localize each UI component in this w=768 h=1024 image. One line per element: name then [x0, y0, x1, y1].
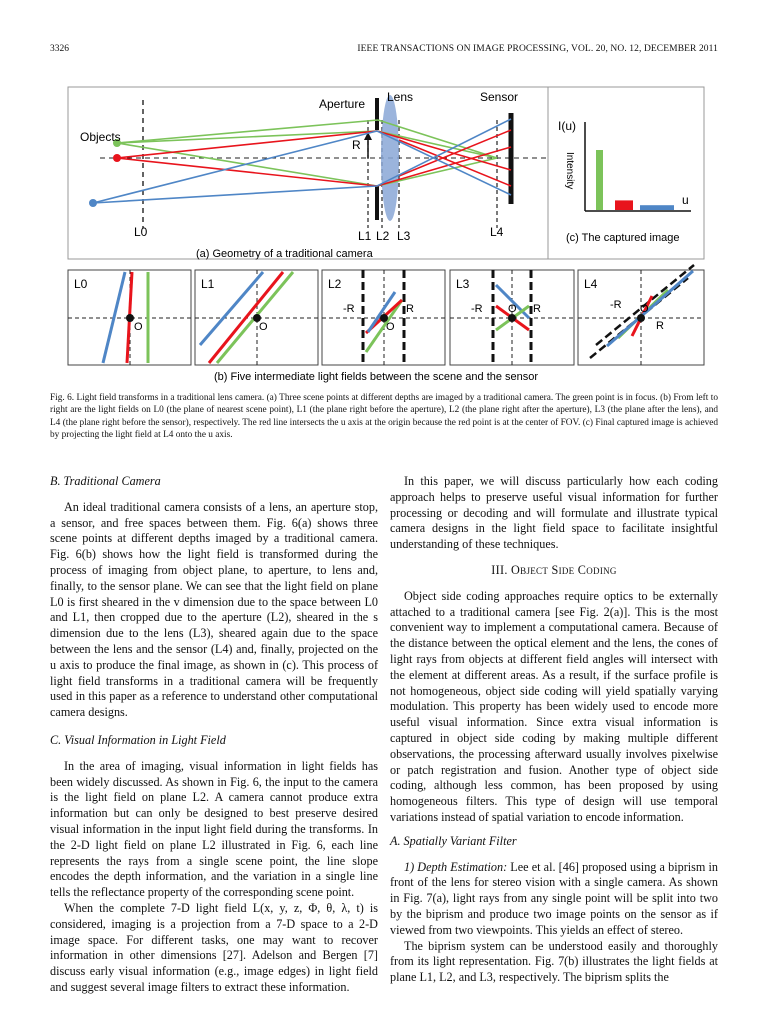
- section-b-paragraph: An ideal traditional camera consists of a lens, an aperture stop, a sensor, and free spaces between them. Fig. 6(a) shows three scene points at different depths imaged by a traditional camera. Fig. 6(b) shows how the light field is transformed during the process of imaging from object plane, to aperture, to lens and, finally, to the sensor plane. We can see that the light field on plane L0 is first sheared in the v dimension due to the space between L0 and L1, then cropped due to the aperture (L2), sheared in the s dimension due to the lens (L3), sheared again due to the space between the lens and the sensor (L4) and, finally, projected on the u axis to produce the final image, as shown in (c). This process of light field transforms in a traditional camera will be frequently used in this paper as a reference to understand other computational camera designs.: [50, 499, 378, 720]
- section-c-paragraph-2: When the complete 7-D light field L(x, y, z, Φ, θ, λ, t) is considered, imaging is a projection from a 7-D space to a 2-D image space. For different tasks, one may want to recover information in other dimensions [27]. Adelson and Bergen [7] discuss early visual information (e.g., image edges) in light field and suggest several image filters to extract these information.: [50, 900, 378, 994]
- l2-label: L2: [376, 229, 390, 243]
- subsection-1-title: 1) Depth Estimation:: [404, 859, 508, 874]
- box-l2-origin: O: [386, 321, 395, 333]
- right-column: [390, 474, 718, 986]
- section-iii-paragraph: Object side coding approaches require optics to be externally attached to a traditional camera [see Fig. 2(a)]. This is the most convenient way to implement a computational camera. Because of the distance between the optical element and the lens, the cones of light rays from objects at different field angles will intersect with the element at different areas. As a result, if the surface profile is not homogeneous, object side coding will yield spatially varying modulation. This property has been widely used to encode more useful visual information. Since extra visual information is captured in object side coding by making multiple different observations, the processing afterward usually involves pixelwise or patch registration and fusion. Another type of object side coding, although less common, has been proposed by using homogeneous filters. This type of design will use temporal variations instead of spatial variation to encode information.: [390, 588, 718, 824]
- l0-label: L0: [134, 225, 148, 239]
- box-l4-r: R: [656, 320, 664, 332]
- box-l4-origin: O: [640, 303, 649, 315]
- iu-label: I(u): [558, 119, 576, 133]
- u-label: u: [682, 193, 689, 207]
- box-l1-label: L1: [201, 277, 215, 291]
- box-l1-origin: O: [259, 321, 268, 333]
- box-l0-origin: O: [134, 321, 143, 333]
- lens: [381, 95, 399, 221]
- box-l3-r: R: [533, 303, 541, 315]
- panel-c-bars: [596, 150, 674, 210]
- journal-header: IEEE TRANSACTIONS ON IMAGE PROCESSING, VOL. 20, NO. 12, DECEMBER 2011: [357, 44, 718, 54]
- left-column: [50, 474, 378, 996]
- box-l4-label: L4: [584, 277, 598, 291]
- red-point: [113, 154, 121, 162]
- intensity-label: Intensity: [564, 152, 575, 190]
- section-a-title: A. Spatially Variant Filter: [390, 833, 517, 848]
- lens-label: Lens: [387, 90, 414, 104]
- box-l0-label: L0: [74, 277, 88, 291]
- box-l2-r: R: [406, 303, 414, 315]
- box-l4-neg-r: -R: [610, 299, 622, 311]
- intensity-bar-0: [596, 150, 603, 210]
- subsection-1-paragraph: [390, 860, 718, 939]
- figure-caption: Fig. 6. Light field transforms in a traditional lens camera. (a) Three scene points at different depths are imaged by a traditional camera. The green point is in focus. (b) From left to right are the light fields on L0 (the plane of nearest scene point), L1 (the plane right before the aperture), L2 (the plane right after the aperture), L3 (the plane after the lens), and L4 (the plane right before the sensor), respectively. The red line intersects the u axis at the origin because the red point is at the center of FOV. (c) Final captured image is achieved by projecting the light field at L4 onto the u axis.: [50, 393, 718, 441]
- box-l3-neg-r: -R: [471, 303, 483, 315]
- panel-c-caption: (c) The captured image: [566, 232, 680, 244]
- page-number: 3326: [50, 44, 69, 54]
- r-label: R: [352, 138, 361, 152]
- intensity-bar-1: [615, 200, 633, 210]
- intensity-bar-2: [640, 205, 674, 210]
- l4-label: L4: [490, 225, 504, 239]
- section-b-title: B. Traditional Camera: [50, 474, 161, 488]
- box-l2-neg-r: -R: [343, 303, 355, 315]
- l3-label: L3: [397, 229, 411, 243]
- panel-b: [68, 265, 704, 365]
- blue-point: [89, 199, 97, 207]
- l1-label: L1: [358, 229, 372, 243]
- green-rays: [117, 120, 497, 186]
- box-l3-label: L3: [456, 277, 470, 291]
- section-c-title: C. Visual Information in Light Field: [50, 732, 226, 747]
- box-l2-label: L2: [328, 277, 342, 291]
- section-iii-title: III. Object Side Coding: [491, 562, 617, 577]
- box-l3-origin: O: [508, 303, 517, 315]
- biprism-paragraph: The biprism system can be understood easily and thoroughly from its light representation. Fig. 7(b) illustrates the light fields at plane L1, L2, and L3, respectively. The biprism splits the: [390, 938, 718, 985]
- panel-b-caption: (b) Five intermediate light fields between the scene and the sensor: [214, 371, 539, 383]
- sensor-label: Sensor: [480, 90, 519, 104]
- panel-a-caption: (a) Geometry of a traditional camera: [196, 248, 373, 260]
- intro-paragraph: In this paper, we will discuss particularly how each coding approach helps to preserve useful visual information for further processing or decoding and will formulate and illustrate typical camera designs in the light field space to facilitate insightful understanding of these techniques.: [390, 474, 718, 552]
- aperture-label: Aperture: [319, 97, 366, 111]
- figure-6: [0, 0, 768, 390]
- subsection-1-text: Lee et al. [46] proposed using a biprism in front of the lens for stereo vision with a single camera. As shown in Fig. 7(a), light rays from any single point will be split into two by the biprism and produce two image points on the sensor as if viewed from two viewpoints. This yields an effect of stereo.: [390, 859, 718, 937]
- section-c-paragraph-1: In the area of imaging, visual information in light fields has been widely discussed. As shown in Fig. 6, the input to the camera is the light field on plane L2. A camera cannot produce extra information but can only be designed to best preserve desired visual information in the input light field during the transforms. In the 2-D light field on plane L2 illustrated in Fig. 6, each line represents the rays from a single scene point, the line slope encodes the depth information, and the variation in a single line tells the reflectance property of the corresponding scene point.: [50, 758, 378, 900]
- objects-label: Objects: [80, 130, 121, 144]
